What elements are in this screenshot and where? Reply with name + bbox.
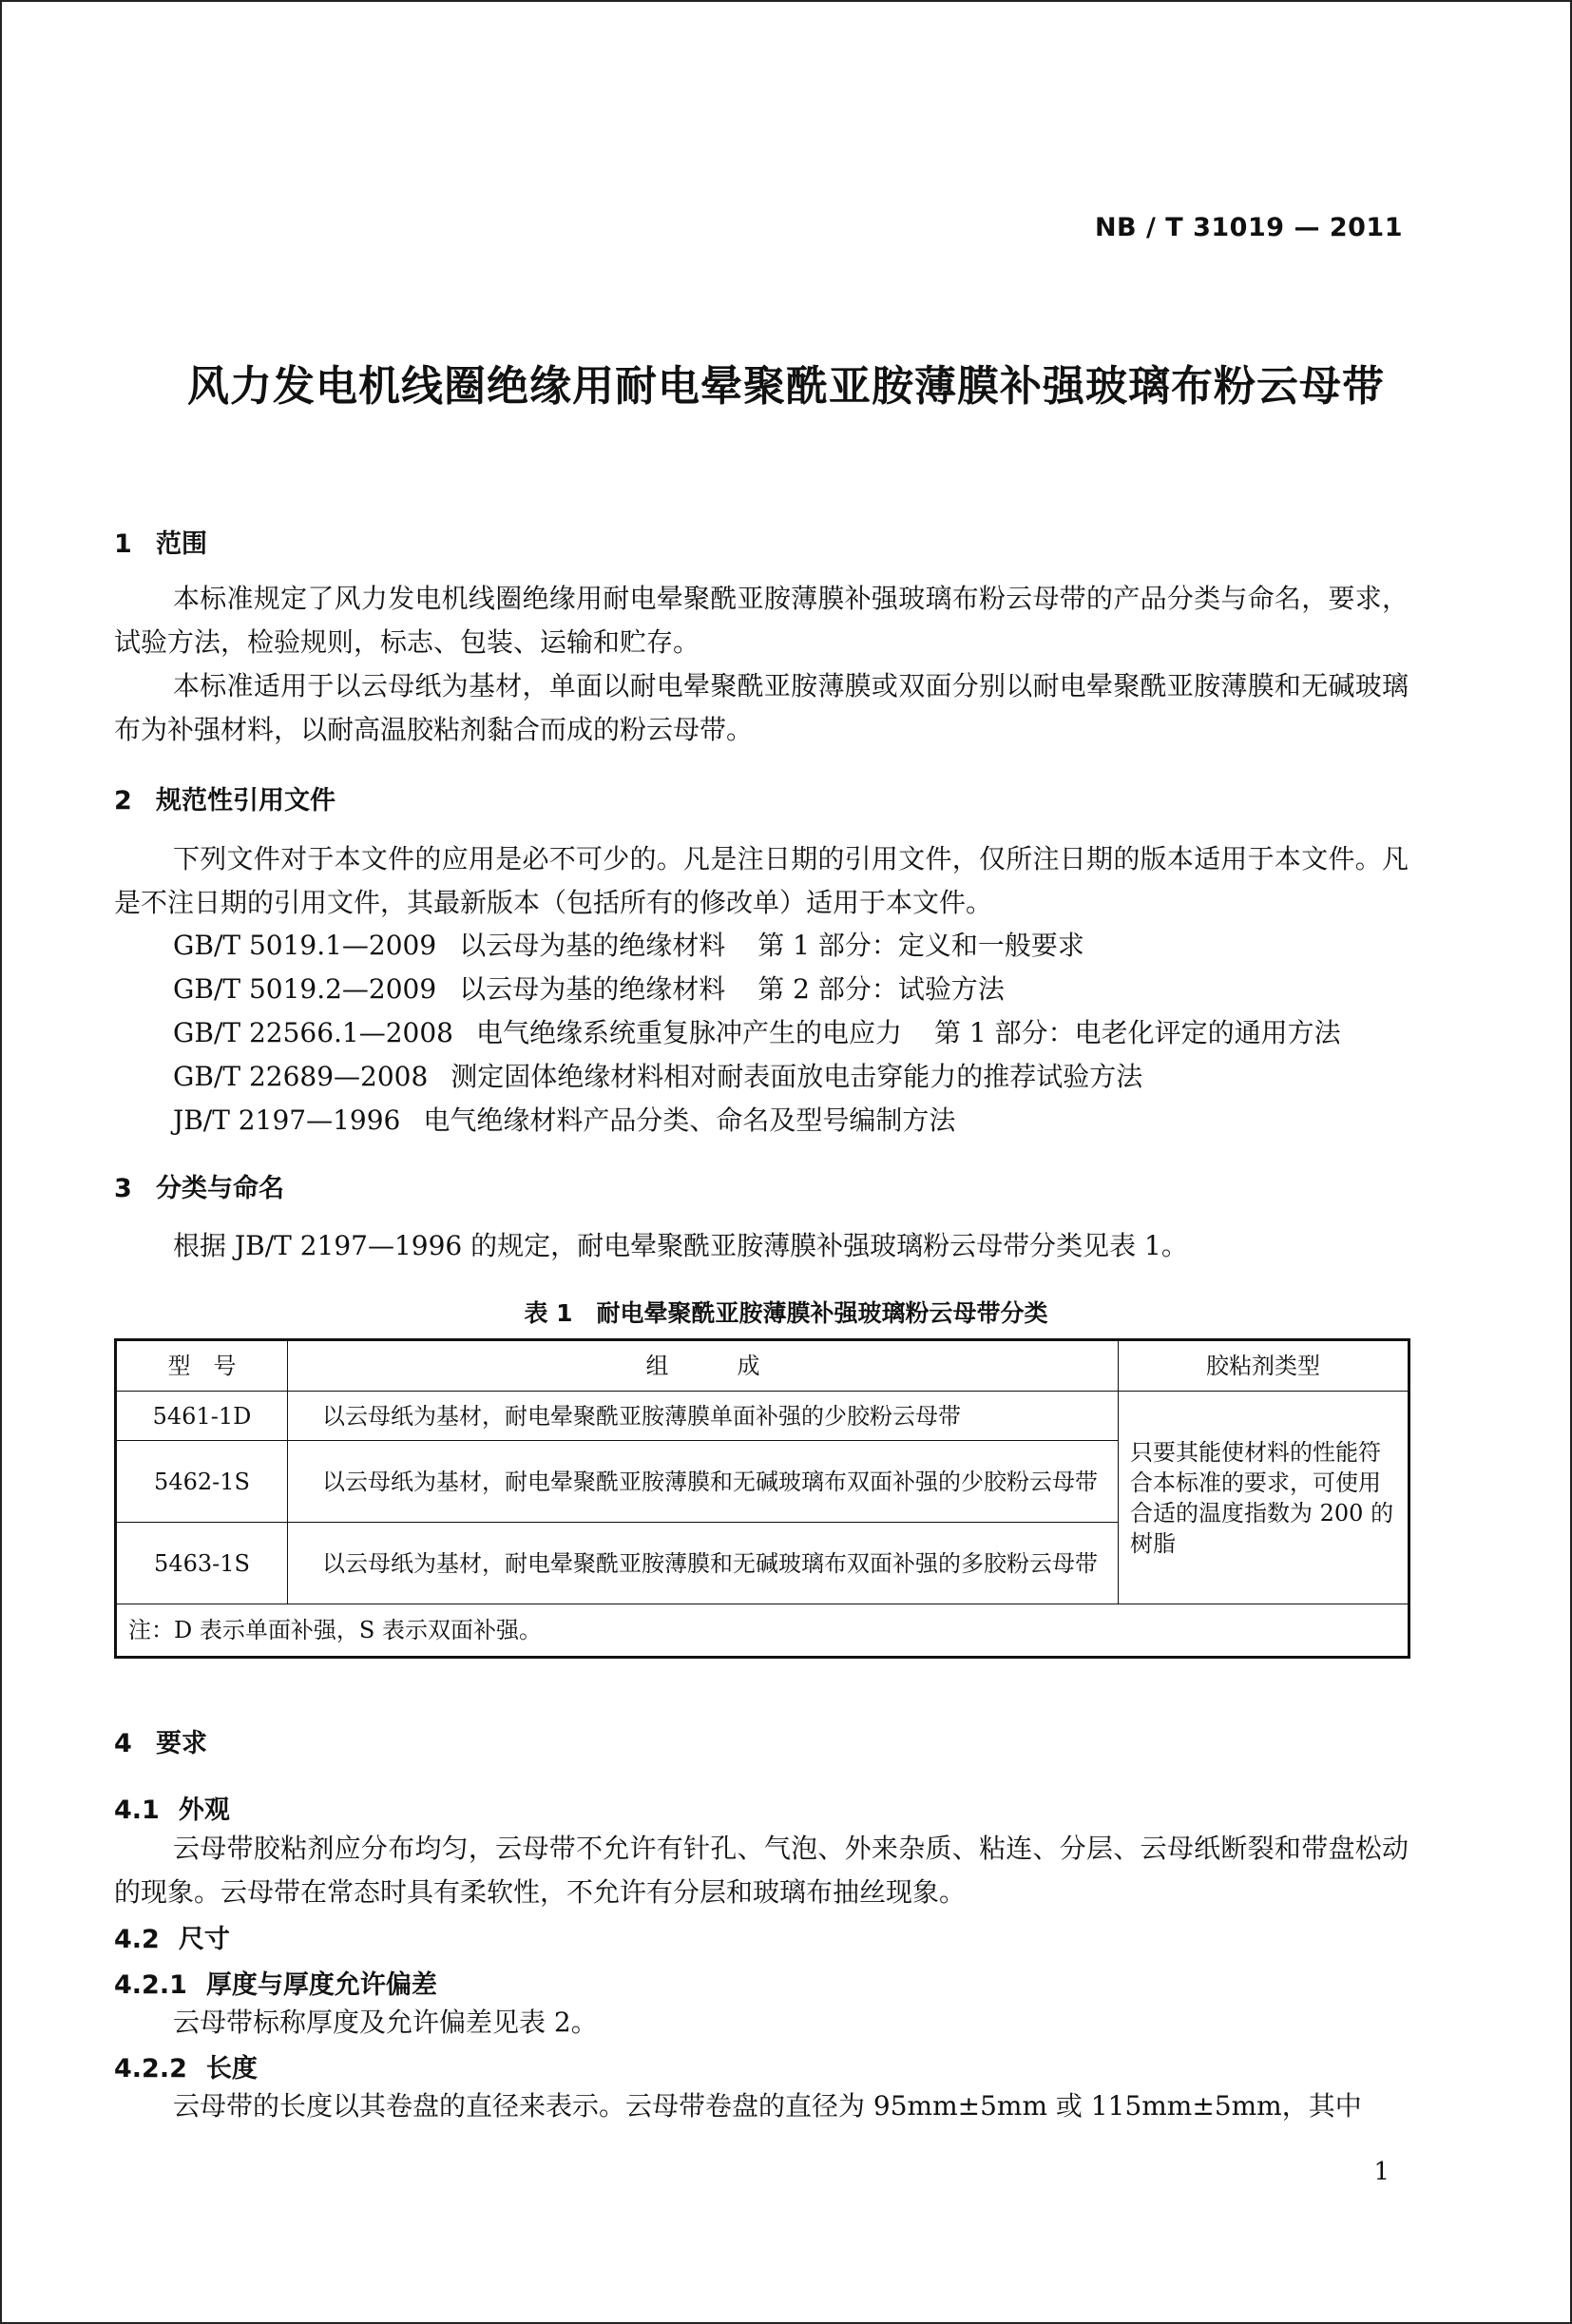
- reference-title: 以云母为基的绝缘材料: [459, 973, 726, 1005]
- section-title: 长度: [205, 2054, 258, 2084]
- reference-code: GB/T 22566.1—2008: [173, 1017, 453, 1048]
- reference-part: 第 1 部分：定义和一般要求: [757, 930, 1084, 961]
- section-title: 范围: [156, 529, 207, 559]
- section-1-heading: [114, 523, 207, 560]
- section-number: 4: [114, 1729, 132, 1758]
- header-composition: 组 成: [288, 1340, 1119, 1392]
- section-2-intro: 下列文件对于本文件的应用是必不可少的。凡是注日期的引用文件，仅所注日期的版本适用于本文件。凡是不注日期的引用文件，其最新版本（包括所有的修改单）适用于本文件。: [114, 843, 1409, 918]
- reference-item: [173, 1055, 1142, 1099]
- reference-item: [173, 1011, 1341, 1055]
- section-3-heading: [114, 1167, 284, 1204]
- section-4-2-heading: [114, 1918, 230, 1955]
- reference-code: GB/T 22689—2008: [173, 1061, 429, 1092]
- table-header-row: [116, 1340, 1409, 1392]
- section-number: 1: [114, 529, 132, 559]
- reference-part: 第 1 部分：电老化评定的通用方法: [934, 1017, 1341, 1048]
- reference-title: 测定固体绝缘材料相对耐表面放电击穿能力的推荐试验方法: [451, 1061, 1143, 1092]
- section-number: 3: [114, 1174, 132, 1203]
- section-4-2-1-paragraph: 云母带标称厚度及允许偏差见表 2。: [173, 2007, 598, 2038]
- table-row: [116, 1392, 1409, 1441]
- cell-composition: 以云母纸为基材，耐电晕聚酰亚胺薄膜单面补强的少胶粉云母带: [288, 1392, 1119, 1441]
- section-number: 4.2.2: [114, 2054, 187, 2084]
- reference-item: [173, 968, 1005, 1011]
- header-model: 型 号: [116, 1340, 288, 1392]
- cell-model: 5461-1D: [116, 1392, 288, 1441]
- section-title: 分类与命名: [156, 1174, 284, 1203]
- cell-adhesive: 只要其能使材料的性能符合本标准的要求，可使用合适的温度指数为 200 的树脂: [1119, 1392, 1409, 1604]
- reference-item: [173, 924, 1084, 968]
- section-title: 尺寸: [178, 1925, 230, 1954]
- reference-title: 以云母为基的绝缘材料: [459, 930, 726, 961]
- reference-code: GB/T 5019.2—2009: [173, 973, 437, 1005]
- section-number: 4.2.1: [114, 1970, 187, 2000]
- section-4-2-2-paragraph: 云母带的长度以其卷盘的直径来表示。云母带卷盘的直径为 95mm±5mm 或 115mm±5mm，其中: [173, 2090, 1362, 2122]
- section-4-1-paragraph: 云母带胶粘剂应分布均匀，云母带不允许有针孔、气泡、外来杂质、粘连、分层、云母纸断裂和带盘松动的现象。云母带在常态时具有柔软性，不允许有分层和玻璃布抽丝现象。: [114, 1833, 1409, 1908]
- section-4-2-1-heading: [114, 1964, 437, 2001]
- document-title: 风力发电机线圈绝缘用耐电晕聚酰亚胺薄膜补强玻璃布粉云母带: [187, 362, 1385, 411]
- reference-code: GB/T 5019.1—2009: [173, 930, 437, 961]
- section-title: 外观: [178, 1796, 230, 1825]
- table-note: 注：D 表示单面补强，S 表示双面补强。: [116, 1604, 1409, 1658]
- section-2-heading: [114, 779, 335, 816]
- reference-item: [173, 1099, 955, 1143]
- section-3-paragraph: 根据 JB/T 2197—1996 的规定，耐电晕聚酰亚胺薄膜补强玻璃粉云母带分类见表 1。: [173, 1230, 1188, 1261]
- section-number: 4.2: [114, 1925, 160, 1954]
- cell-model: 5463-1S: [116, 1523, 288, 1604]
- section-title: 规范性引用文件: [156, 786, 335, 816]
- section-title: 厚度与厚度允许偏差: [205, 1970, 437, 2000]
- section-number: 2: [114, 786, 132, 816]
- section-number: 4.1: [114, 1796, 160, 1825]
- header-adhesive: 胶粘剂类型: [1119, 1340, 1409, 1392]
- section-1-paragraph-1: 本标准规定了风力发电机线圈绝缘用耐电晕聚酰亚胺薄膜补强玻璃布粉云母带的产品分类与命名，要求，试验方法，检验规则，标志、包装、运输和贮存。: [114, 583, 1409, 658]
- section-title: 要求: [156, 1729, 207, 1758]
- reference-code: JB/T 2197—1996: [173, 1104, 401, 1136]
- classification-table: [114, 1338, 1410, 1659]
- page-number: 1: [1373, 2158, 1390, 2186]
- reference-part: 第 2 部分：试验方法: [757, 973, 1005, 1005]
- cell-composition: 以云母纸为基材，耐电晕聚酰亚胺薄膜和无碱玻璃布双面补强的少胶粉云母带: [288, 1441, 1119, 1523]
- section-1-paragraph-2: 本标准适用于以云母纸为基材，单面以耐电晕聚酰亚胺薄膜或双面分别以耐电晕聚酰亚胺薄膜和无碱玻璃布为补强材料，以耐高温胶粘剂黏合而成的粉云母带。: [114, 670, 1409, 745]
- section-4-1-heading: [114, 1789, 230, 1826]
- cell-model: 5462-1S: [116, 1441, 288, 1523]
- cell-composition: 以云母纸为基材，耐电晕聚酰亚胺薄膜和无碱玻璃布双面补强的多胶粉云母带: [288, 1523, 1119, 1604]
- standard-number: NB / T 31019 — 2011: [1094, 213, 1403, 242]
- table-1-title: 表 1 耐电晕聚酰亚胺薄膜补强玻璃粉云母带分类: [524, 1299, 1048, 1327]
- section-4-2-2-heading: [114, 2047, 258, 2084]
- reference-title: 电气绝缘系统重复脉冲产生的电应力: [476, 1017, 903, 1048]
- reference-title: 电气绝缘材料产品分类、命名及型号编制方法: [423, 1104, 956, 1136]
- section-4-heading: [114, 1722, 207, 1759]
- table-note-row: [116, 1604, 1409, 1658]
